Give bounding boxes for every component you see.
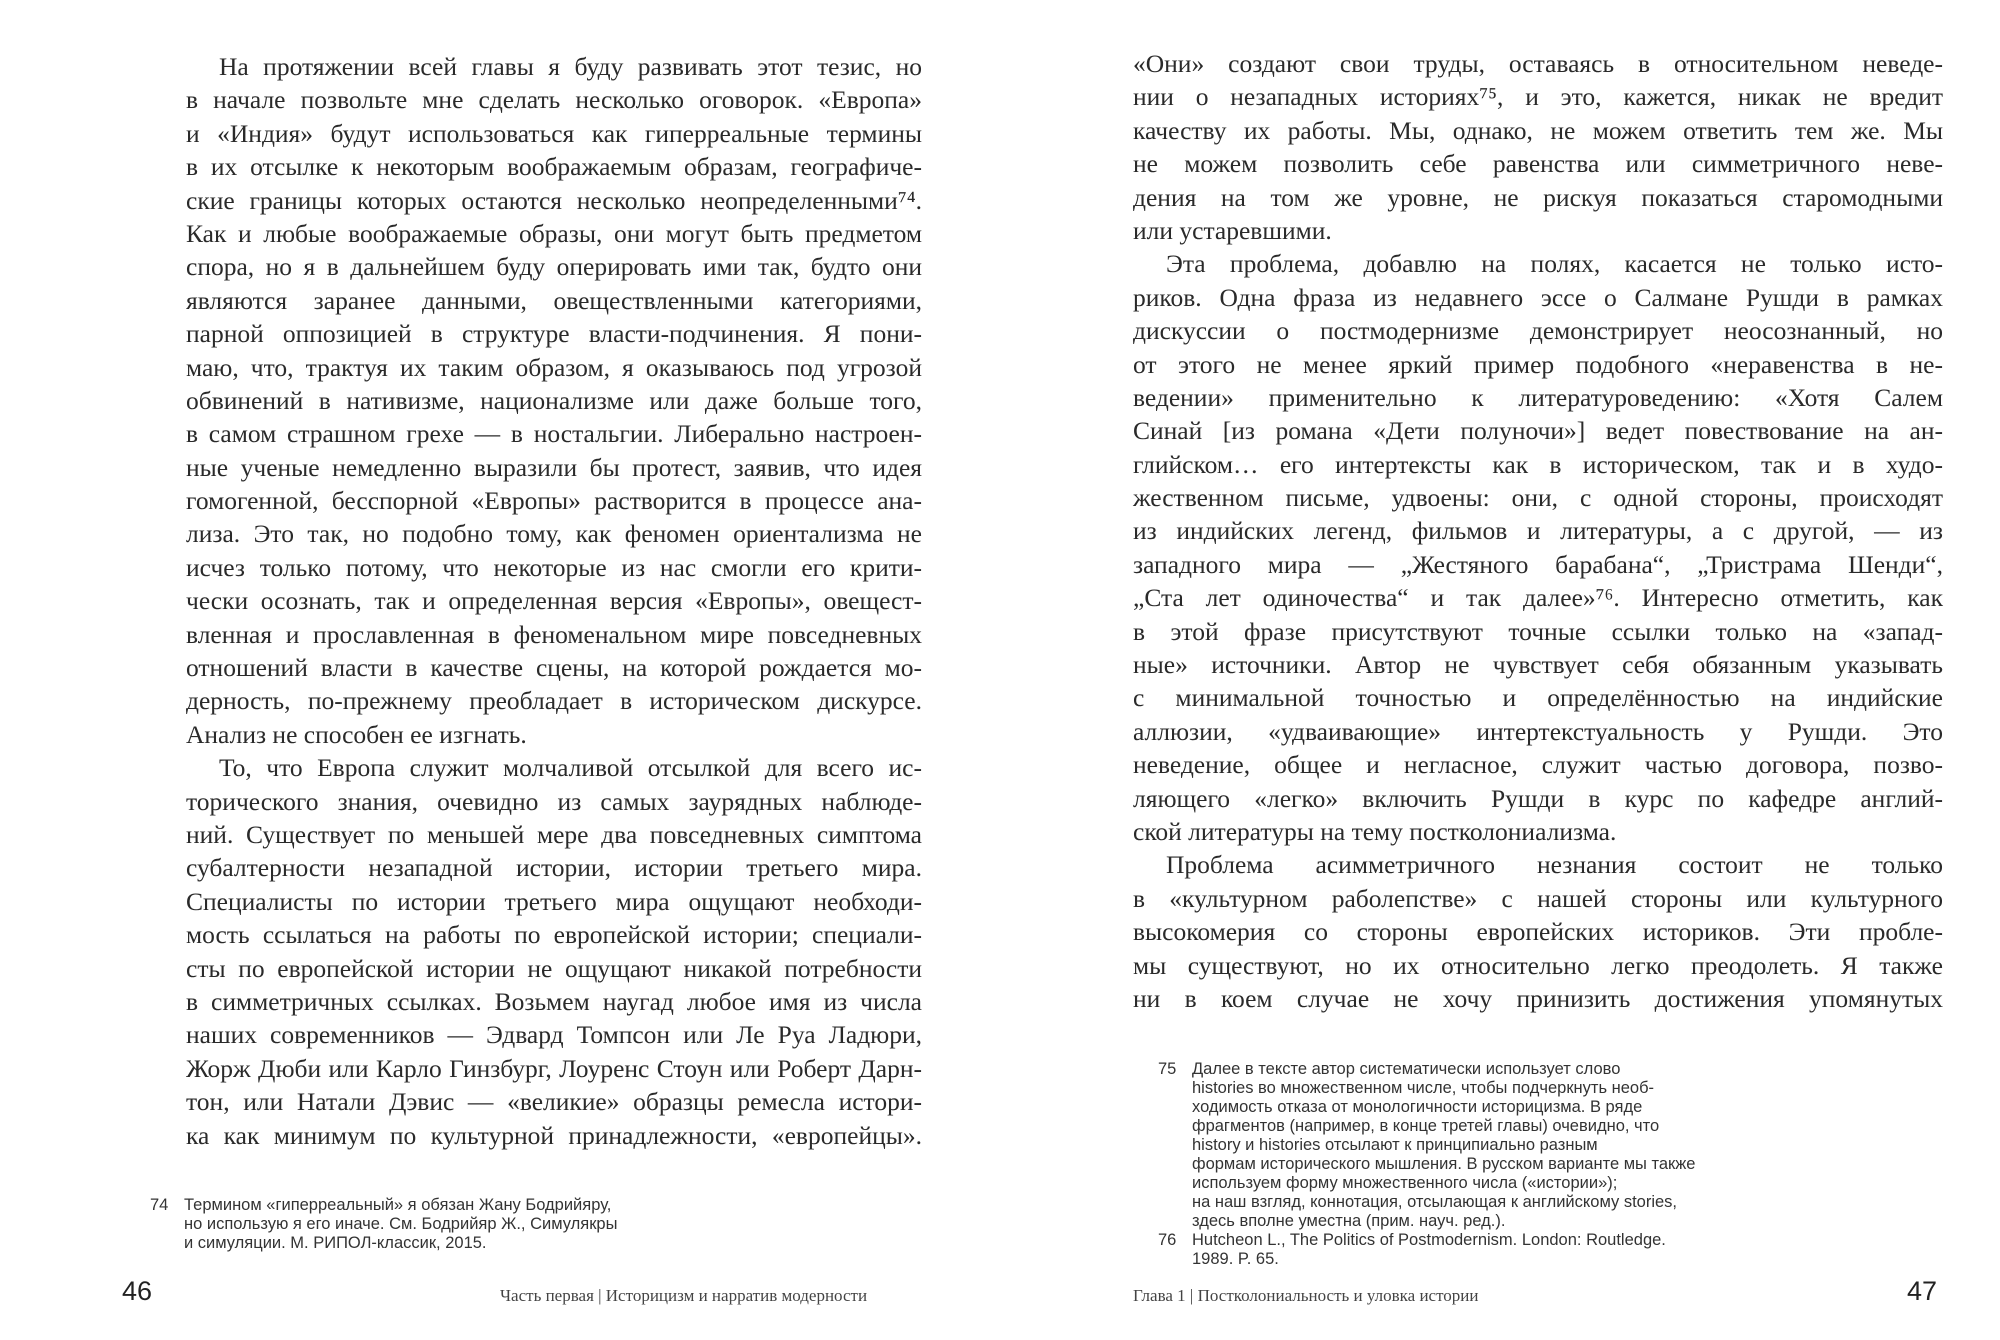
text-line: гомогенной, бесспорной «Европы» растворится в процессе ана- [186,486,922,516]
text-line: сты по европейской истории не ощущают никакой потребности [186,953,922,983]
text-line: мы существуют, но их относительно легко преодолеть. Я также [1133,950,1943,980]
text-line: дискуссии о постмодернизме демонстрирует неосознанный, но [1133,316,1943,346]
text-line: ные ученые немедленно выразили бы протест, заявив, что идея [186,452,922,482]
text-line: нии о незападных историях⁷⁵, и это, кажется, никак не вредит [1133,82,1943,112]
footnote-line: Hutcheon L., The Politics of Postmodernism. London: Routledge. [1192,1231,1666,1249]
text-line: жественном письме, удвоены: они, с одной стороны, происходят [1133,483,1943,513]
text-line: являются заранее данными, овеществленными категориями, [186,285,922,315]
footnote-number: 75 [1158,1060,1177,1078]
text-line: То, что Европа служит молчаливой отсылкой для всего ис- [219,753,922,783]
text-line: маю, что, трактуя их таким образом, я оказываюсь под угрозой [186,352,922,382]
footnote-line: формам исторического мышления. В русском варианте мы также [1192,1155,1696,1173]
text-line: в этой фразе присутствуют точные ссылки только на «запад- [1133,616,1943,646]
right-page [1000,0,2000,1340]
text-line: Эта проблема, добавлю на полях, касается не только исто- [1166,249,1943,279]
text-line: ляющего «легко» включить Рушди в курс по кафедре англий- [1133,783,1943,813]
text-line: не можем позволить себе равенства или симметричного неве- [1133,149,1943,179]
footnote-line: Далее в тексте автор систематически использует слово [1192,1060,1621,1078]
text-line: «Они» создают свои труды, оставаясь в относительном неведе- [1133,49,1943,78]
footnote-line: здесь вполне уместна (прим. науч. ред.). [1192,1212,1506,1230]
text-line: чески осознать, так и определенная версия «Европы», овещест- [186,586,922,616]
footnote-line: используем форму множественного числа («истории»); [1192,1174,1618,1192]
text-line: Жорж Дюби или Карло Гинзбург, Лоуренс Стоун или Роберт Дарн- [186,1053,922,1083]
text-line: исчез только потому, что некоторые из нас смогли его крити- [186,552,922,582]
text-line: в самом страшном грехе — в ностальгии. Либерально настроен- [186,419,922,449]
text-line: ские границы которых остаются несколько неопределенными⁷⁴. [186,185,922,215]
text-line: ни в коем случае не хочу принизить достижения упомянутых [1133,983,1943,1013]
footnote-line: ходимость отказа от монологичности историцизма. В ряде [1192,1098,1643,1116]
text-line: дерность, по-прежнему преобладает в историческом дискурсе. [186,686,922,716]
page-number: 46 [122,1276,153,1306]
text-line: от этого не менее яркий пример подобного «неравенства в не- [1133,349,1943,379]
footnote-line: Термином «гиперреальный» я обязан Жану Бодрийяру, [184,1196,612,1214]
text-line: качеству их работы. Мы, однако, не можем ответить тем же. Мы [1133,115,1943,145]
text-line: с минимальной точностью и определённостью на индийские [1133,683,1943,713]
text-line: Проблема асимметричного незнания состоит не только [1166,850,1943,880]
footnote-line: но использую я его иначе. См. Бодрийяр Ж., Симулякры [184,1215,618,1233]
text-line: из индийских легенд, фильмов и литературы, а с другой, — из [1133,516,1943,546]
text-line: западного мира — „Жестяного барабана“, „Тристрама Шенди“, [1133,549,1943,579]
text-line: неведение, общее и негласное, служит частью договора, позво- [1133,750,1943,780]
text-line: высокомерия со стороны европейских историков. Эти пробле- [1133,917,1943,947]
text-line: мость ссылаться на работы по европейской истории; специали- [186,920,922,950]
footnote-line: histories во множественном числе, чтобы подчеркнуть необ- [1192,1079,1655,1097]
text-line: и «Индия» будут использоваться как гиперреальные термины [186,118,922,148]
text-line: в «культурном раболепстве» с нашей стороны или культурного [1133,883,1943,913]
running-head: Часть первая | Историцизм и нарратив модерности [500,1286,868,1305]
footnote-line: 1989. P. 65. [1192,1250,1279,1268]
text-line: наших современников — Эдвард Томпсон или Ле Руа Ладюри, [186,1020,922,1050]
text-line: На протяжении всей главы я буду развивать этот тезис, но [219,52,922,81]
text-line: отношений власти в качестве сцены, на которой рождается мо- [186,653,922,683]
text-line: ведении» применительно к литературоведению: «Хотя Салем [1133,382,1943,412]
footnote-line: history и histories отсылают к принципиально разным [1192,1136,1598,1154]
text-line: риков. Одна фраза из недавнего эссе о Салмане Рушди в рамках [1133,282,1943,312]
footnote-line: и симуляции. М. РИПОЛ-классик, 2015. [184,1234,487,1252]
text-line: субалтерности незападной истории, истории третьего мира. [186,853,922,883]
text-line: дения на том же уровне, не рискуя показаться старомодными [1133,182,1943,212]
text-line: ные» источники. Автор не чувствует себя обязанным указывать [1133,650,1943,680]
text-line: Синай [из романа «Дети полуночи»] ведет повествование на ан- [1133,416,1943,446]
text-line: лиза. Это так, но подобно тому, как феномен ориентализма не [186,519,922,549]
text-line: ний. Существует по меньшей мере два повседневных симптома [186,819,922,849]
running-head: Глава 1 | Постколониальность и уловка истории [1133,1286,1479,1305]
text-line: обвинений в нативизме, национализме или даже больше того, [186,385,922,415]
text-line: или устаревшими. [1133,215,1332,245]
text-line: в симметричных ссылках. Возьмем наугад любое имя из числа [186,986,922,1016]
right-body-text [1133,47,1943,1015]
text-line: тон, или Натали Дэвис — «великие» образцы ремесла истори- [186,1087,922,1117]
text-line: парной оппозицией в структуре власти-подчинения. Я пони- [186,319,922,349]
text-line: „Ста лет одиночества“ и так далее»⁷⁶. Интересно отметить, как [1133,583,1943,613]
text-line: в их отсылке к некоторым воображаемым образам, географиче- [186,152,922,182]
text-line: ской литературы на тему постколониализма. [1133,816,1617,846]
footnote-line: фрагментов (например, в конце третей главы) очевидно, что [1192,1117,1660,1135]
text-line: вленная и прославленная в феноменальном мире повседневных [186,619,922,649]
text-line: Как и любые воображаемые образы, они могут быть предметом [186,218,922,248]
footnote-line: на наш взгляд, коннотация, отсылающая к английскому stories, [1192,1193,1678,1211]
footnote-number: 76 [1158,1231,1177,1249]
text-line: Анализ не способен ее изгнать. [186,719,527,749]
text-line: ка как минимум по культурной принадлежности, «европейцы». [186,1120,922,1150]
page-number: 47 [1907,1276,1938,1306]
text-line: спора, но я в дальнейшем буду оперировать ими так, будто они [186,252,922,282]
text-line: аллюзии, «удваивающие» интертекстуальность у Рушди. Это [1133,716,1943,746]
text-line: Специалисты по истории третьего мира ощущают необходи- [186,886,922,916]
text-line: торического знания, очевидно из самых заурядных наблюде- [186,786,922,816]
text-line: в начале позвольте мне сделать несколько оговорок. «Европа» [186,85,922,115]
text-line: глийском… его интертексты как в историческом, так и в худо- [1133,449,1943,479]
footnote-number: 74 [150,1196,169,1214]
left-body-text [186,50,922,1152]
